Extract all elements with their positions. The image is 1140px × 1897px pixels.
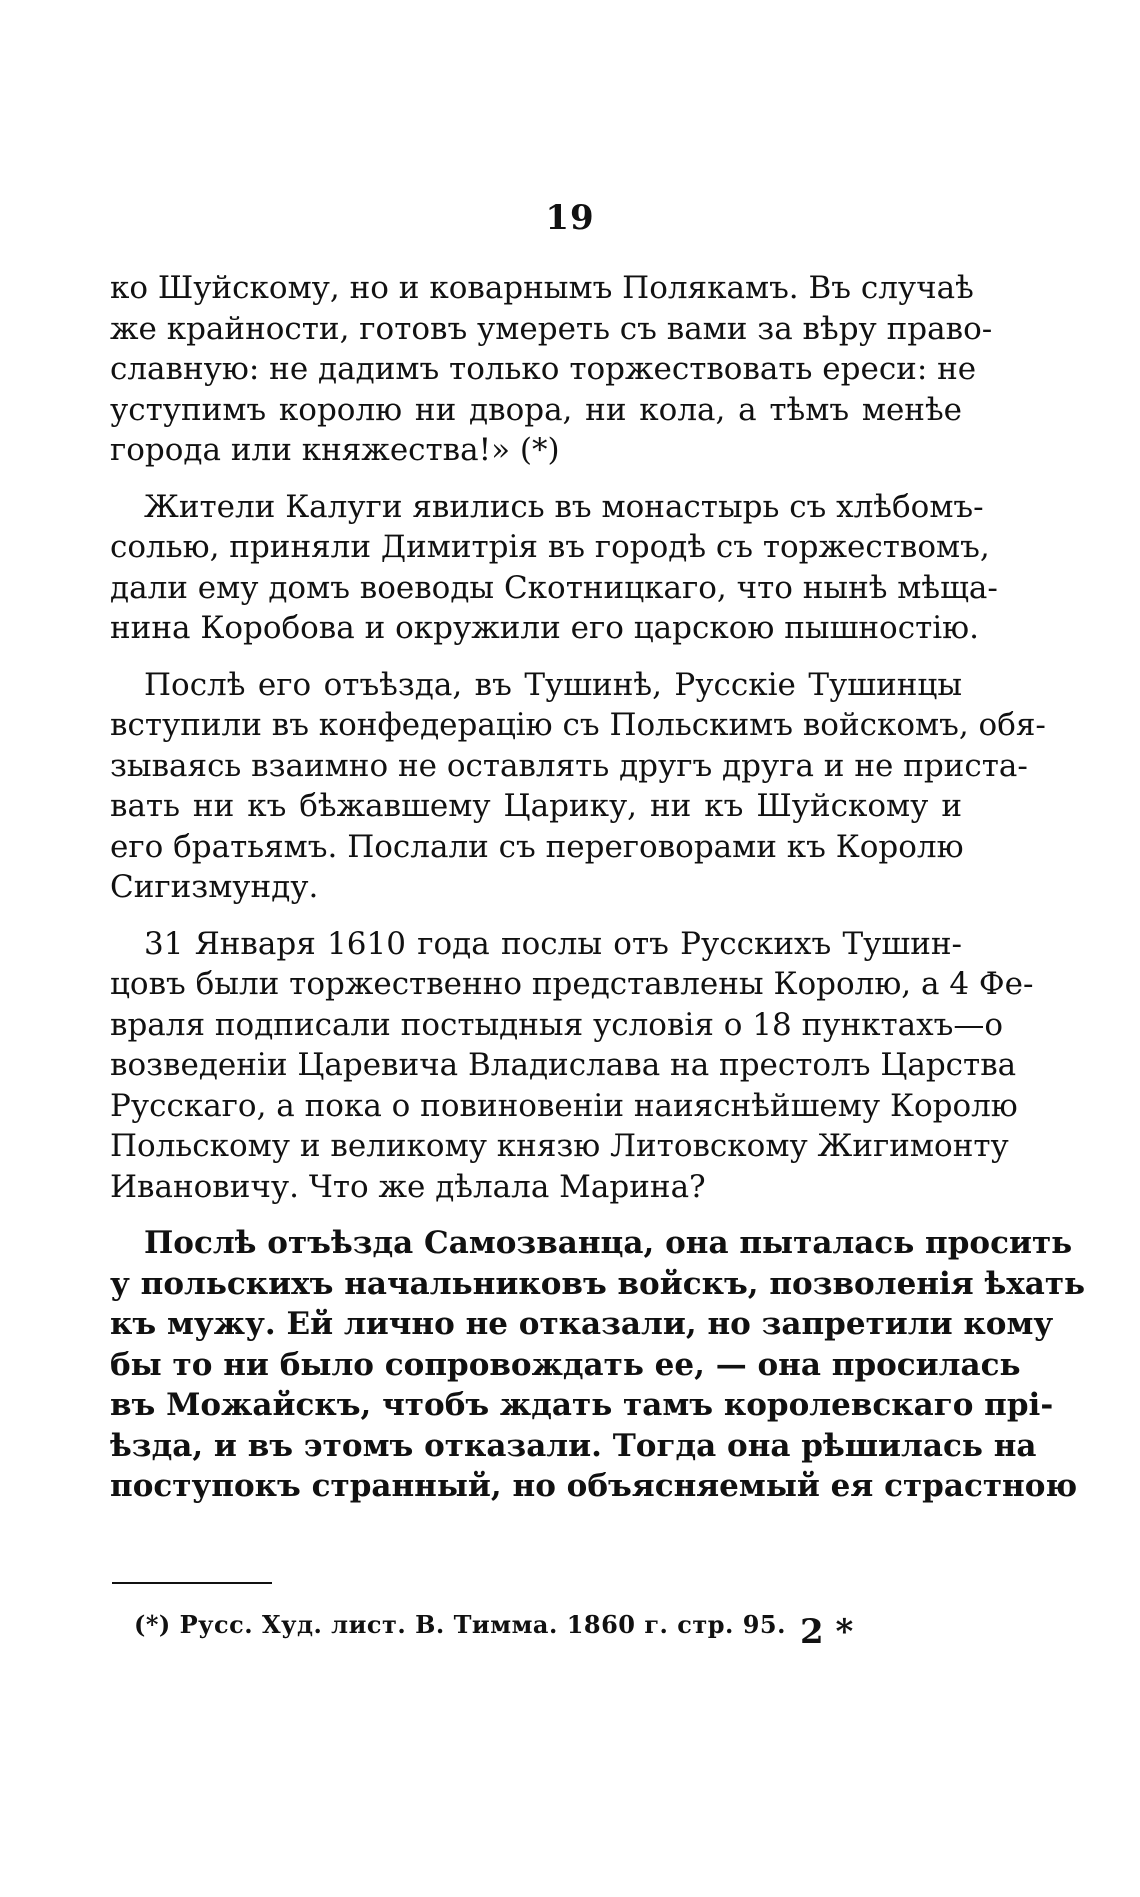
text-line: же крайности, готовъ умереть съ вами за вѣру право- — [110, 310, 993, 347]
text-line: вать ни къ бѣжавшему Царику, ни къ Шуйскому и — [110, 788, 962, 824]
page-number: 19 — [545, 198, 595, 238]
text-line: Русскаго, а пока о повиновеніи наияснѣйшему Королю — [110, 1087, 1018, 1124]
text-line: у польскихъ начальниковъ войскъ, позволенія ѣхать — [110, 1265, 1086, 1302]
signature-mark: 2 * — [800, 1612, 854, 1652]
text-line: Сигизмунду. — [110, 869, 319, 905]
text-line: нина Коробова и окружили его царскою пышностію. — [110, 610, 979, 646]
text-line: возведеніи Царевича Владислава на престолъ Царства — [110, 1047, 1017, 1083]
text-line: вступили въ конфедерацію съ Польскимъ войскомъ, обя- — [110, 707, 1046, 743]
paragraph-3 — [110, 665, 1046, 908]
text-line: Послѣ отъѣзда Самозванца, она пыталась просить — [144, 1225, 1073, 1261]
paragraph-1 — [110, 268, 993, 471]
text-line: ѣзда, и въ этомъ отказали. Тогда она рѣшилась на — [110, 1427, 1037, 1464]
paragraph-5 — [110, 1223, 1086, 1507]
text-line: солью, приняли Димитрія въ городѣ съ торжествомъ, — [110, 529, 990, 565]
text-line: Ивановичу. Что же дѣлала Марина? — [110, 1168, 706, 1205]
text-line: поступокъ странный, но объясняемый ея страстною — [110, 1468, 1078, 1504]
text-line: его братьямъ. Послали съ переговорами къ Королю — [110, 828, 964, 865]
text-line: города или княжества!» (*) — [110, 432, 560, 468]
body-text — [110, 268, 1086, 1523]
text-line: 31 Января 1610 года послы отъ Русскихъ Тушин- — [144, 925, 962, 962]
text-line: враля подписали постыдныя условія о 18 пунктахъ—о — [110, 1006, 1004, 1043]
text-line: дали ему домъ воеводы Скотницкаго, что нынѣ мѣща- — [110, 569, 998, 606]
text-line: бы то ни было сопровождать ее, — она просилась — [110, 1346, 1021, 1383]
text-line: зываясь взаимно не оставлять другъ друга и не приста- — [110, 747, 1028, 784]
text-line: Польскому и великому князю Литовскому Жигимонту — [110, 1128, 1009, 1164]
text-line: въ Можайскъ, чтобъ ждать тамъ королевскаго прі- — [110, 1387, 1054, 1423]
text-line: Послѣ его отъѣзда, въ Тушинѣ, Русскіе Тушинцы — [144, 666, 962, 703]
text-line: къ мужу. Ей лично не отказали, но запретили кому — [110, 1306, 1054, 1342]
paragraph-2 — [110, 487, 998, 649]
text-line: Жители Калуги явились въ монастырь съ хлѣбомъ- — [144, 488, 984, 525]
text-line: ко Шуйскому, но и коварнымъ Полякамъ. Въ случаѣ — [110, 270, 974, 306]
footnote-divider — [112, 1582, 272, 1584]
text-line: цовъ были торжественно представлены Королю, а 4 Фе- — [110, 966, 1034, 1002]
text-line: уступимъ королю ни двора, ни кола, а тѣмъ менѣе — [110, 391, 962, 428]
text-line: славную: не дадимъ только торжествовать ереси: не — [110, 351, 977, 387]
paragraph-4 — [110, 924, 1034, 1208]
footnote: (*) Русс. Худ. лист. В. Тимма. 1860 г. стр. 95. — [134, 1610, 786, 1639]
